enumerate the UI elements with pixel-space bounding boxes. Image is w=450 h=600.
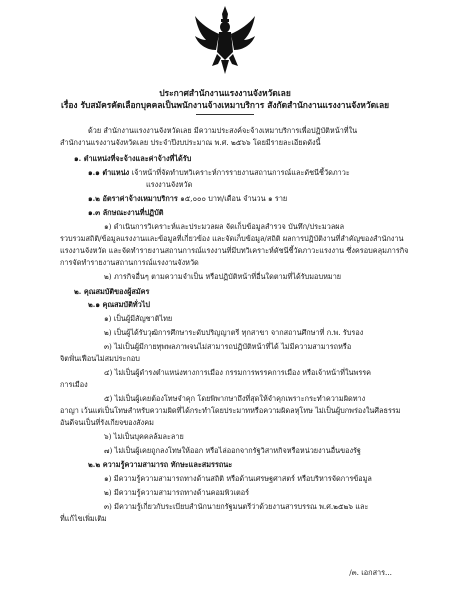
sub-2-2-title: ๒.๒ ความรู้ความสามารถ ทักษะและสมรรถนะ (88, 460, 233, 469)
item-1-2 (88, 195, 287, 202)
organization-heading: ประกาศสำนักงานแรงงานจังหวัดเลย (159, 88, 291, 98)
skill-1: ๑) มีความรู้ความสามารถทางด้านสถิติ หรือด้านเศรษฐศาสตร์ หรือบริหารจัดการข้อมูล (104, 474, 372, 483)
duty-1-line-2: รวบรวมสถิติ/ข้อมูลแรงงานและข้อมูลที่เกี่ยวข้อง และจัดเก็บข้อมูล/สถิติ ผลการปฏิบัติงานที่สำคัญของสำนักงาน (60, 234, 404, 243)
item-1-1-continuation: แรงงานจังหวัด (146, 180, 193, 189)
item-1-3-label: ๑.๓ ลักษณะงานที่ปฏิบัติ (88, 208, 164, 217)
item-1-2-text: ๑๕,๐๐๐ บาท/เดือน จำนวน ๑ ราย (180, 194, 288, 203)
duty-1-line-4: การจัดทำรายงานสถานการณ์แรงงานจังหวัด (60, 258, 199, 267)
duty-1-line-1: ๑) ดำเนินการวิเคราะห์และประมวลผล จัดเก็บข้อมูลสำรวจ บันทึก/ประมวลผล (104, 222, 345, 231)
item-1-1-text: เจ้าหน้าที่จัดทำบทวิเคราะห์การรายงานสถานการณ์และดัชนีชี้วัดภาวะ (131, 168, 350, 177)
item-1-1 (88, 169, 350, 176)
general-3: ๓) ไม่เป็นผู้มีกายทุพพลภาพจนไม่สามารถปฏิบัติหน้าที่ได้ ไม่มีความสามารถหรือ (104, 342, 352, 351)
general-3-continuation: จิตฟั่นเฟือนไม่สมประกอบ (60, 354, 140, 363)
general-7: ๗) ไม่เป็นผู้เคยถูกลงโทษให้ออก หรือไล่ออกจากรัฐวิสาหกิจหรือหน่วยงานอื่นของรัฐ (104, 446, 361, 455)
item-1-2-label: ๑.๒ อัตราค่าจ้างเหมาบริการ (88, 194, 178, 203)
general-2: ๒) เป็นผู้ได้รับวุฒิการศึกษาระดับปริญญาตรี ทุกสาขา จากสถานศึกษาที่ ก.พ. รับรอง (104, 328, 364, 337)
general-5-continuation-2: อันดีจนเป็นที่รังเกียจของสังคม (60, 418, 154, 427)
duty-1-line-3: แรงงานจังหวัด และจัดทำรายงานสถานการณ์แรงงานที่มีบทวิเคราะห์ดัชนีชี้วัดภาวะแรงงาน ซึ่งครอบคลุมภารกิจ (60, 246, 409, 255)
sub-2-1-title: ๒.๑ คุณสมบัติทั่วไป (88, 300, 151, 309)
subject-line (0, 98, 450, 112)
intro-line-2: สำนักงานแรงงานจังหวัดเลย ประจำปีงบประมาณ พ.ศ. ๒๕๖๖ โดยมีรายละเอียดดังนี้ (60, 138, 321, 147)
next-page-marker: /๓. เอกสาร... (349, 568, 392, 577)
subject-text: รับสมัครคัดเลือกบุคคลเป็นพนักงานจ้างเหมาบริการ สังกัดสำนักงานแรงงานจังหวัดเลย (80, 100, 390, 110)
general-5-continuation-1: อาญา เว้นแต่เป็นโทษสำหรับความผิดที่ได้กระทำโดยประมาทหรือความผิดลหุโทษ ไม่เป็นผู้บกพร่องในศีลธรรม (60, 406, 401, 415)
general-6: ๖) ไม่เป็นบุคคลล้มละลาย (104, 432, 184, 441)
section-2-title: ๒. คุณสมบัติของผู้สมัคร (74, 287, 150, 296)
skill-3: ๓) มีความรู้เกี่ยวกับระเบียบสำนักนายกรัฐมนตรีว่าด้วยงานสารบรรณ พ.ศ.๒๕๒๖ และ (104, 502, 369, 511)
heading-divider (196, 114, 254, 115)
general-5: ๕) ไม่เป็นผู้เคยต้องโทษจำคุก โดยพิพากษาถึงที่สุดให้จำคุกเพราะกระทำความผิดทาง (104, 394, 366, 403)
item-1-1-label: ๑.๑ ตำแหน่ง (88, 168, 130, 177)
skill-2: ๒) มีความรู้ความสามารถทางด้านคอมพิวเตอร์ (104, 488, 250, 497)
general-4-continuation: การเมือง (60, 380, 88, 389)
skill-3-continuation: ที่แก้ไขเพิ่มเติม (60, 514, 107, 523)
garuda-emblem-icon (192, 4, 258, 76)
general-4: ๔) ไม่เป็นผู้ดำรงตำแหน่งทางการเมือง กรรมการพรรคการเมือง หรือเจ้าหน้าที่ในพรรค (104, 368, 372, 377)
section-1-title: ๑. ตำแหน่งที่จะจ้างและค่าจ้างที่ได้รับ (74, 154, 192, 163)
duty-2: ๒) ภารกิจอื่นๆ ตามความจำเป็น หรือปฏิบัติหน้าที่อื่นใดตามที่ได้รับมอบหมาย (104, 272, 342, 281)
intro-line-1: ด้วย สำนักงานแรงงานจังหวัดเลย มีความประสงค์จะจ้างเหมาบริการเพื่อปฏิบัติหน้าที่ใน (88, 126, 358, 135)
general-1: ๑) เป็นผู้มีสัญชาติไทย (104, 314, 173, 323)
subject-label: เรื่อง (60, 100, 78, 110)
